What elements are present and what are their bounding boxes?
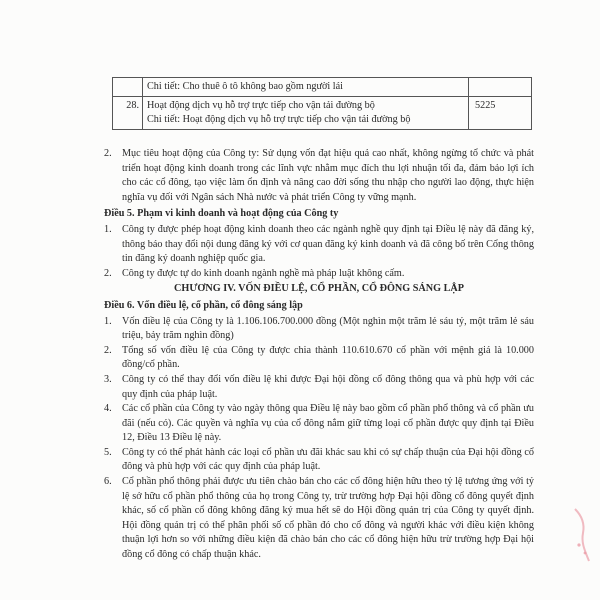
row-code: 5225	[469, 97, 532, 130]
list-item	[104, 223, 534, 267]
item-text: Công ty được phép hoạt động kinh doanh theo các ngành nghề quy định tại Điều lệ này đã đăng ký, thông báo thay đổi nội dung đăng ký với cơ quan đăng ký kinh doanh và đã công bố trên Cổng thông tin đăng ký doanh nghiệp quốc gia.	[122, 223, 534, 265]
row-line: Hoạt động dịch vụ hỗ trợ trực tiếp cho vận tải đường bộ	[147, 100, 375, 111]
paragraph-objectives	[104, 147, 534, 205]
item-number: 2.	[104, 344, 112, 356]
chapter-heading: CHƯƠNG IV. VỐN ĐIỀU LỆ, CỔ PHẦN, CỔ ĐÔNG SÁNG LẬP	[174, 283, 464, 295]
list-item	[104, 446, 534, 475]
red-seal-fragment-icon	[571, 505, 593, 565]
list-item	[104, 373, 534, 402]
row-number	[113, 78, 143, 97]
business-lines-table	[112, 77, 532, 130]
list-item	[104, 402, 534, 446]
row-line: Chi tiết: Cho thuê ô tô không bao gồm người lái	[147, 81, 343, 92]
row-number: 28.	[113, 97, 143, 130]
item-text: Vốn điều lệ của Công ty là 1.106.106.700.000 đồng (Một nghìn một trăm lẻ sáu tỷ, một trăm lẻ sáu triệu, bảy trăm nghìn đồng)	[122, 315, 534, 342]
item-text: Công ty được tự do kinh doanh ngành nghề mà pháp luật không cấm.	[122, 267, 405, 279]
document-body	[104, 147, 534, 563]
row-line: Chi tiết: Hoạt động dịch vụ hỗ trợ trực tiếp cho vận tải đường bộ	[147, 114, 411, 125]
item-number: 2.	[104, 148, 112, 159]
item-text: Cổ phần phổ thông phải được ưu tiên chào bán cho các cổ đông hiện hữu theo tỷ lệ tương ứng với tỷ lệ sở hữu cổ phần phổ thông của họ trong Công ty, trừ trường hợp Đại hội đồng cổ đông quyết định khác, số cổ phần cổ đông không đăng ký mua hết sẽ do Hội đồng quản trị của Công ty quyết định. Hội đồng quản trị có thể phân phối số cổ phần đó cho cổ đông và người khác với điều kiện không thuận lợi hơn so với những điều kiện đã chào bán cho các cổ đông hiện hữu trừ trường hợp Đại hội đồng cổ đông có chấp thuận khác.	[122, 476, 534, 561]
item-text: Công ty có thể thay đổi vốn điều lệ khi được Đại hội đồng cổ đông thông qua và phù hợp với các quy định của pháp luật.	[122, 373, 534, 400]
item-number: 4.	[104, 403, 112, 415]
item-text: Mục tiêu hoạt động của Công ty: Sử dụng vốn đạt hiệu quả cao nhất, không ngừng tổ chức và phát triển hoạt động kinh doanh trong các lĩnh vực nhằm mục đích thu lợi nhuận tối đa, đảm bảo lợi ích cho các cổ đông, tạo việc làm ổn định và nâng cao đời sống thu nhập cho người lao động, thực hiện nghĩa vụ đối với Ngân sách Nhà nước và phát triển Công ty vững mạnh.	[122, 148, 534, 203]
row-code	[469, 78, 532, 97]
row-description	[143, 78, 469, 97]
item-number: 6.	[104, 476, 112, 488]
list-item	[104, 315, 534, 344]
item-text: Công ty có thể phát hành các loại cổ phần ưu đãi khác sau khi có sự chấp thuận của Đại hội đồng cổ đông và phù hợp với các quy định của pháp luật.	[122, 446, 534, 473]
item-number: 2.	[104, 267, 112, 279]
list-item	[104, 475, 534, 563]
article-5-heading: Điều 5. Phạm vi kinh doanh và hoạt động của Công ty	[104, 208, 339, 220]
article-6-heading: Điều 6. Vốn điều lệ, cổ phần, cổ đông sáng lập	[104, 299, 303, 311]
item-number: 3.	[104, 373, 112, 385]
item-number: 1.	[104, 315, 112, 327]
row-description	[143, 97, 469, 130]
item-text: Các cổ phần của Công ty vào ngày thông qua Điều lệ này bao gồm cổ phần phổ thông và cổ phần ưu đãi (nếu có). Các quyền và nghĩa vụ của cổ đông nắm giữ từng loại cổ phần được quy định tại Điều 12, Điều 13 Điều lệ này.	[122, 403, 534, 444]
list-item	[104, 267, 534, 282]
item-number: 5.	[104, 446, 112, 458]
item-number: 1.	[104, 223, 112, 235]
item-text: Tổng số vốn điều lệ của Công ty được chia thành 110.610.670 cổ phần với mệnh giá là 10.000 đồng/cổ phần.	[122, 344, 534, 371]
table-row	[113, 78, 532, 97]
table-row	[113, 97, 532, 130]
list-item	[104, 344, 534, 373]
